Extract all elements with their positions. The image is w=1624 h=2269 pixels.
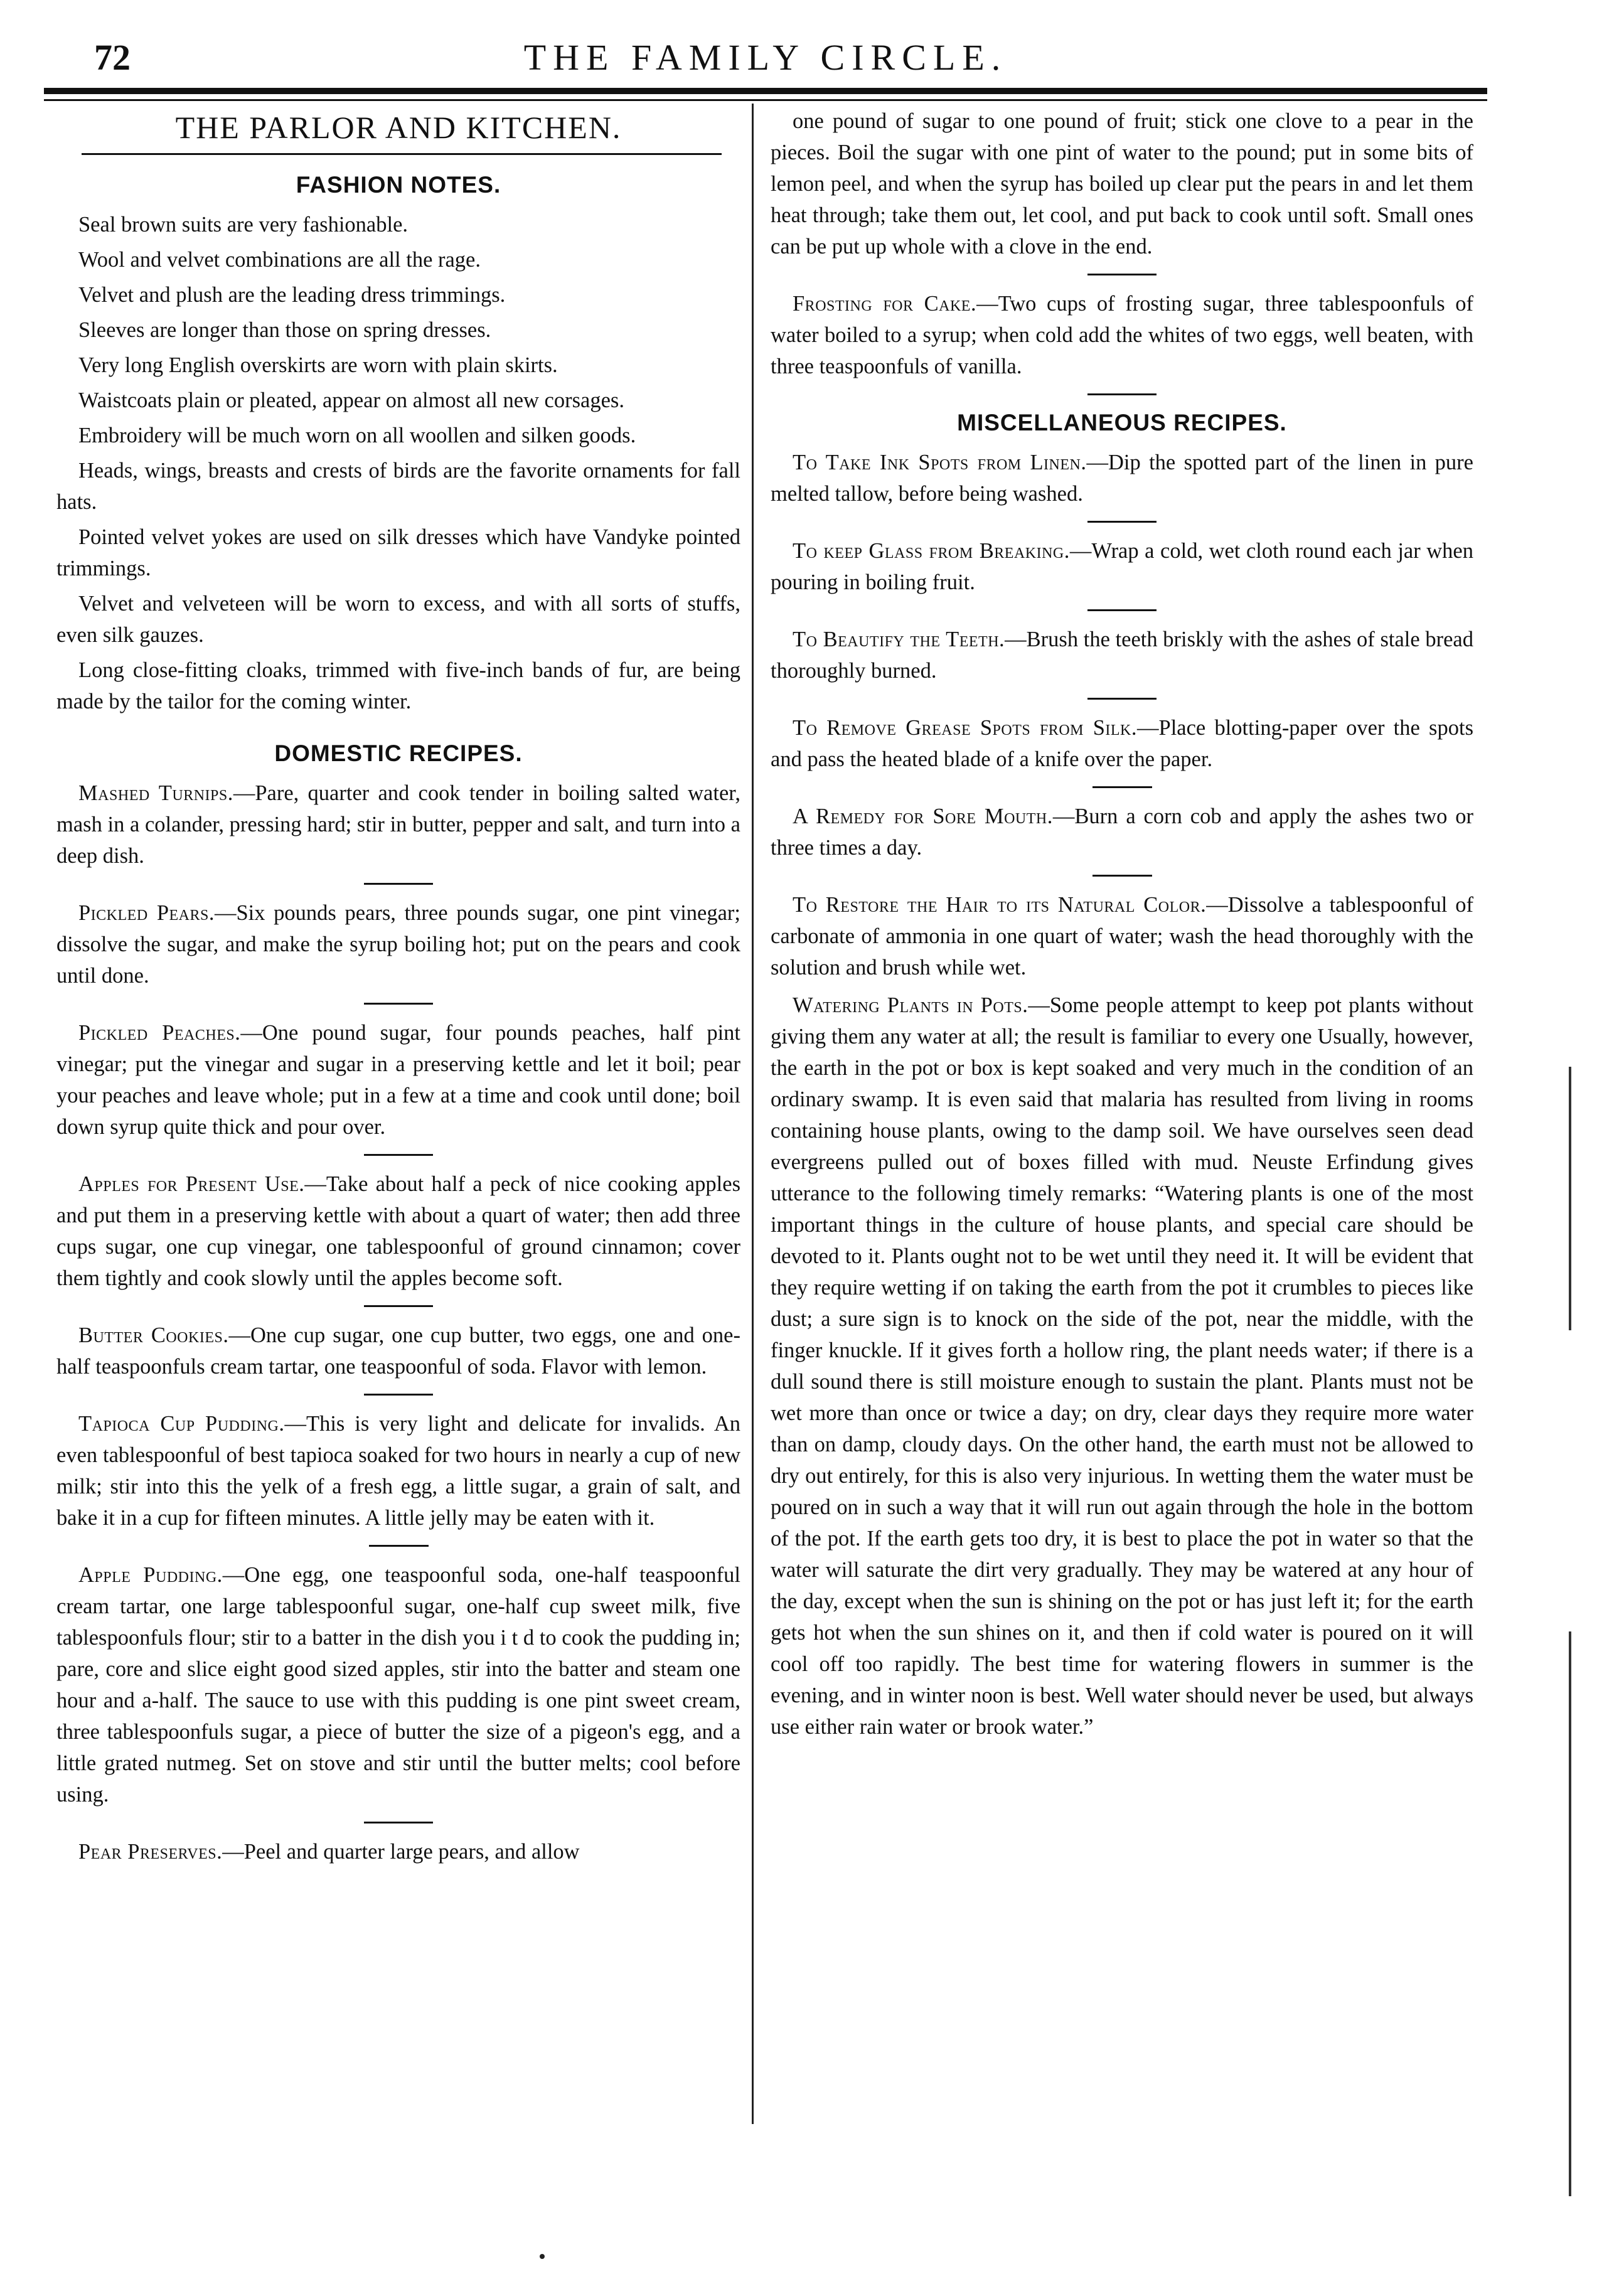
recipe-entry	[56, 1320, 740, 1382]
recipe-entry	[771, 990, 1473, 1743]
separator-rule	[1087, 274, 1157, 275]
fashion-notes-title: FASHION NOTES.	[296, 172, 501, 198]
separator-rule	[1092, 875, 1152, 877]
recipe-text: —Peel and quarter large pears, and allow	[222, 1840, 580, 1864]
recipe-entry	[771, 288, 1473, 382]
recipe-text: —Place blotting-paper over the spots and pass the heated blade of a knife over the paper.	[771, 716, 1473, 771]
recipe-entry	[56, 1408, 740, 1534]
scan-edge-mark	[1569, 1067, 1571, 1330]
miscellaneous-recipes-title: MISCELLANEOUS RECIPES.	[957, 410, 1287, 435]
recipe-title: To keep Glass from Breaking.	[793, 539, 1070, 563]
recipe-entry	[56, 1559, 740, 1810]
fashion-note: Embroidery will be much worn on all woollen and silken goods.	[78, 424, 636, 447]
recipe-entry	[771, 712, 1473, 775]
fashion-note: Wool and velvet combinations are all the rage.	[78, 248, 481, 272]
fashion-note: Long close-fitting cloaks, trimmed with five-inch bands of fur, are being made by the tailor for the coming winter.	[56, 658, 740, 713]
left-column	[56, 105, 740, 1874]
recipe-entry	[56, 777, 740, 872]
fashion-note: Sleeves are longer than those on spring dresses.	[78, 318, 491, 342]
recipe-title: Pickled Peaches.	[78, 1021, 241, 1045]
recipe-text: —Wrap a cold, wet cloth round each jar when pouring in boiling fruit.	[771, 539, 1473, 594]
separator-rule	[1087, 393, 1157, 395]
domestic-recipes-title: DOMESTIC RECIPES.	[274, 740, 523, 766]
recipe-entry	[771, 447, 1473, 510]
fashion-note: Pointed velvet yokes are used on silk dresses which have Vandyke pointed trimmings.	[56, 525, 740, 580]
recipe-continuation	[771, 105, 1473, 262]
recipe-text: one pound of sugar to one pound of fruit; stick one clove to a pear in the pieces. Boil the sugar with one pint of water to the pound; put in some bits of lemon peel, and when the syrup has boiled up clear put the pears in and let them heat through; take them out, let cool, and put back to cook until soft. Small ones can be put up whole with a clove in the end.	[771, 109, 1473, 259]
recipe-text: —One cup sugar, one cup butter, two eggs, one and one-half teaspoonfuls cream tartar, one teaspoonful of soda. Flavor with lemon.	[56, 1323, 740, 1379]
department-title: THE PARLOR AND KITCHEN.	[175, 110, 622, 145]
recipe-text: —Dip the spotted part of the linen in pure melted tallow, before being washed.	[771, 451, 1473, 506]
recipe-entry	[56, 1836, 740, 1867]
fashion-note: Seal brown suits are very fashionable.	[78, 213, 409, 237]
recipe-entry	[56, 897, 740, 991]
scan-edge-mark	[1569, 1631, 1571, 2196]
fashion-note: Heads, wings, breasts and crests of birds are the favorite ornaments for fall hats.	[56, 459, 740, 514]
recipe-text: —Take about half a peck of nice cooking apples and put them in a preserving kettle with about a quart of water; then add three cups sugar, one cup vinegar, one tablespoonful of ground cinnamon; cover them tightly and cook slowly until the apples become soft.	[56, 1172, 741, 1290]
recipe-text: —Some people attempt to keep pot plants without giving them any water at all; the result is familiar to every one Usually, however, the earth in the pot or box is kept soaked and very much in the condition of an ordinary swamp. It is even said that malaria has resulted from living in rooms containing house plants, owing to the damp soil. We have ourselves seen dead evergreens pulled out of boxes filled with mud. Neuste Erfindung gives utterance to the following timely remarks: “Watering plants is one of the most important things in the culture of house plants, and special care should be devoted to it. Plants ought not to be wet until they need it. It will be evident that they require wetting if on taking the earth from the pot it crumbles to pieces like dust; a sure sign is to knock on the side of the pot, near the middle, with the finger knuckle. If it gives forth a hollow ring, the plant needs water; if there is a dull sound there is still moisture enough to sustain the plant. Plants must not be wet more than once or twice a day; on dry, clear days they require more water than on damp, cloudy days. On the other hand, the earth must not be allowed to dry out entirely, for this is also very injurious. In wetting them the water must be poured on in such a way that it will run out again through the hole in the bottom of the pot. If the earth gets too dry, it is best to place the pot in water so that the water will saturate the dirt very gradually. They may be watered at any hour of the day, except when the sun is shining on the pot or has just left it; for the earth gets hot when the sun shines on it, and then if cold water is poured on it will cool off too rapidly. The best time for watering flowers in summer is the evening, and in winter noon is best. Well water should never be used, but always use either rain water or brook water.”	[771, 993, 1474, 1739]
recipe-title: To Beautify the Teeth.	[793, 627, 1005, 651]
running-head	[44, 36, 1487, 93]
department-rule	[82, 153, 722, 155]
ink-speck	[540, 2254, 545, 2259]
separator-rule	[364, 1394, 433, 1396]
fashion-note: Velvet and velveteen will be worn to excess, and with all sorts of stuffs, even silk gauzes.	[56, 592, 740, 647]
recipe-text: —Dissolve a tablespoonful of carbonate of ammonia in one quart of water; wash the head thoroughly with the solution and brush while wet.	[771, 893, 1473, 980]
recipe-title: Butter Cookies.	[78, 1323, 229, 1347]
separator-rule	[1092, 786, 1152, 788]
recipe-title: Watering Plants in Pots.	[793, 993, 1028, 1017]
fashion-note: Waistcoats plain or pleated, appear on almost all new corsages.	[78, 388, 624, 412]
journal-title: THE FAMILY CIRCLE.	[523, 37, 1008, 78]
page-number: 72	[94, 37, 131, 78]
recipe-title: Tapioca Cup Pudding.	[78, 1412, 285, 1436]
recipe-text: —Brush the teeth briskly with the ashes of stale bread thoroughly burned.	[771, 627, 1473, 683]
header-rule-thin	[44, 99, 1487, 101]
recipe-title: To Take Ink Spots from Linen.	[793, 451, 1087, 474]
recipe-entry	[56, 1168, 740, 1294]
header-rule-thick	[44, 88, 1487, 94]
column-divider	[752, 104, 754, 2124]
fashion-note: Very long English overskirts are worn with plain skirts.	[78, 353, 558, 377]
recipe-title: Mashed Turnips.	[78, 781, 233, 805]
recipe-text: —Six pounds pears, three pounds sugar, one pint vinegar; dissolve the sugar, and make the syrup boiling hot; put on the pears and cook until done.	[56, 901, 740, 988]
recipe-text: —Burn a corn cob and apply the ashes two or three times a day.	[771, 804, 1473, 860]
separator-rule	[364, 1154, 433, 1156]
recipe-entry	[771, 801, 1473, 863]
recipe-entry	[771, 624, 1473, 686]
recipe-text: —Two cups of frosting sugar, three tablespoonfuls of water boiled to a syrup; when cold add the whites of two eggs, well beaten, with three teaspoonfuls of vanilla.	[771, 292, 1473, 378]
recipe-title: Apple Pudding.	[78, 1563, 223, 1587]
recipe-title: To Restore the Hair to its Natural Color.	[793, 893, 1207, 917]
separator-rule	[364, 1822, 433, 1823]
separator-rule	[369, 1545, 429, 1547]
recipe-title: Pear Preserves.	[78, 1840, 223, 1864]
separator-rule	[1087, 609, 1157, 611]
recipe-title: To Remove Grease Spots from Silk.	[793, 716, 1138, 740]
recipe-text: —One pound sugar, four pounds peaches, half pint vinegar; put the vinegar and sugar in a preserving kettle and let it boil; pear your peaches and leave whole; put in a few at a time and cook until done; boil down syrup quite thick and pour over.	[56, 1021, 740, 1139]
recipe-title: Apples for Present Use.	[78, 1172, 305, 1196]
recipe-entry	[771, 889, 1473, 983]
recipe-title: A Remedy for Sore Mouth.	[793, 804, 1053, 828]
separator-rule	[1087, 698, 1157, 700]
right-column	[771, 105, 1473, 1749]
separator-rule	[364, 883, 433, 885]
recipe-text: —One egg, one teaspoonful soda, one-half teaspoonful cream tartar, one large tablespoonful sugar, one-half cup sweet milk, five tablespoonfuls flour; stir to a batter in the dish you i t d to cook the pudding in; pare, core and slice eight good sized apples, stir into the batter and steam one hour and a-half. The sauce to use with this pudding is one pint sweet cream, three tablespoonfuls sugar, a piece of butter the size of a pigeon's egg, and a little grated nutmeg. Set on stove and stir until the butter melts; cool before using.	[56, 1563, 740, 1807]
recipe-text: —This is very light and delicate for invalids. An even tablespoonful of best tapioca soaked for two hours in nearly a cup of new milk; stir into this the yelk of a fresh egg, a little sugar, a grain of salt, and bake it in a cup for fifteen minutes. A little jelly may be eaten with it.	[56, 1412, 740, 1530]
recipe-title: Pickled Pears.	[78, 901, 215, 925]
fashion-note: Velvet and plush are the leading dress trimmings.	[78, 283, 506, 307]
recipe-text: —Pare, quarter and cook tender in boiling salted water, mash in a colander, pressing hard; stir in butter, pepper and salt, and turn into a deep dish.	[56, 781, 740, 868]
separator-rule	[364, 1003, 433, 1005]
recipe-entry	[56, 1017, 740, 1143]
recipe-title: Frosting for Cake.	[793, 292, 977, 316]
separator-rule	[364, 1305, 433, 1307]
separator-rule	[1087, 521, 1157, 523]
recipe-entry	[771, 535, 1473, 598]
